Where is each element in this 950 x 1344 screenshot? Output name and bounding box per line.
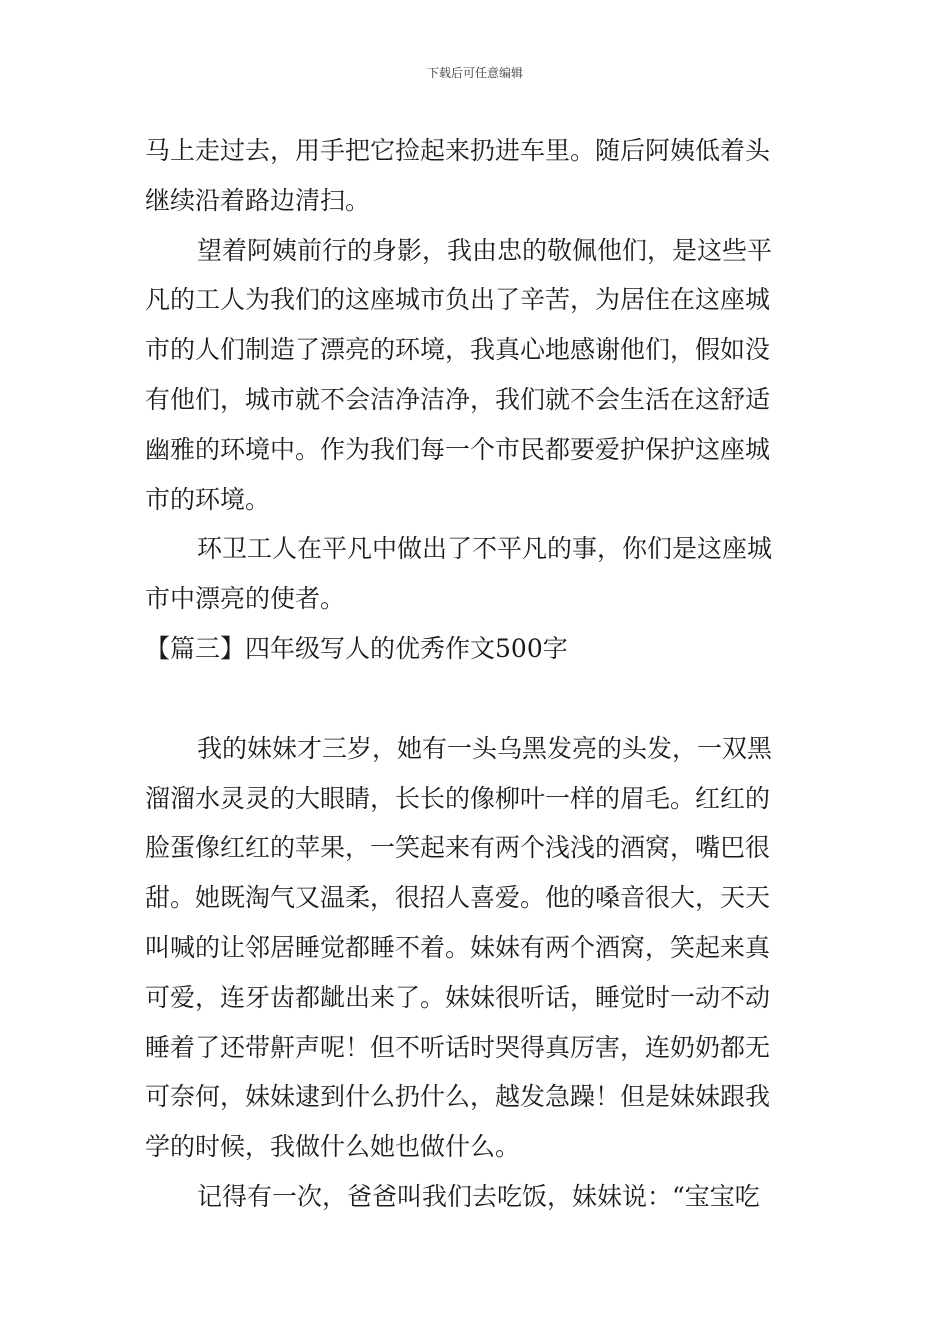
text-line: 继续沿着路边清扫。 [145,185,371,215]
text-line: 幽雅的环境中。作为我们每一个市民都要爱护保护这座城 [145,434,771,464]
document-body [145,126,810,1222]
text-line: 学的时候，我做什么她也做什么。 [145,1132,521,1162]
paragraph [145,126,810,226]
text-line: 望着阿姨前行的身影，我由忠的敬佩他们，是这些平 [197,235,773,265]
paragraph [145,1172,810,1222]
text-line: 记得有一次，爸爸叫我们去吃饭，妹妹说：“宝宝吃 [197,1181,760,1211]
text-line: 凡的工人为我们的这座城市负出了辛苦，为居住在这座城 [145,285,771,315]
text-line: 叫喊的让邻居睡觉都睡不着。妹妹有两个酒窝，笑起来真 [145,932,771,962]
text-line: 溜溜水灵灵的大眼睛，长长的像柳叶一样的眉毛。红红的 [145,783,771,813]
text-line: 市的环境。 [145,484,271,514]
paragraph [145,724,810,1172]
paragraph [145,226,810,525]
text-line: 市中漂亮的使者。 [145,584,346,614]
blank-gap [145,674,810,724]
page-header: 下载后可任意编辑 [426,66,523,80]
text-line: 可奈何，妹妹逮到什么扔什么，越发急躁！但是妹妹跟我 [145,1082,771,1112]
text-line: 甜。她既淘气又温柔，很招人喜爱。他的嗓音很大，天天 [145,883,771,913]
text-line: 睡着了还带鼾声呢！但不听话时哭得真厉害，连奶奶都无 [145,1032,771,1062]
section-title: 【篇三】四年级写人的优秀作文500字 [145,633,568,663]
paragraph-group-top [145,126,810,624]
text-line: 脸蛋像红红的苹果，一笑起来有两个浅浅的酒窝，嘴巴很 [145,833,771,863]
paragraph [145,524,810,624]
text-line: 环卫工人在平凡中做出了不平凡的事，你们是这座城 [197,534,773,564]
text-line: 马上走过去，用手把它捡起来扔进车里。随后阿姨低着头 [145,136,771,165]
paragraph-group-bottom [145,724,810,1222]
text-line: 市的人们制造了漂亮的环境，我真心地感谢他们，假如没 [145,335,771,365]
text-line: 有他们，城市就不会洁净洁净，我们就不会生活在这舒适 [145,384,771,414]
text-line: 我的妹妹才三岁，她有一头乌黑发亮的头发，一双黑 [197,733,773,763]
text-line: 可爱，连牙齿都龇出来了。妹妹很听话，睡觉时一动不动 [145,982,771,1012]
